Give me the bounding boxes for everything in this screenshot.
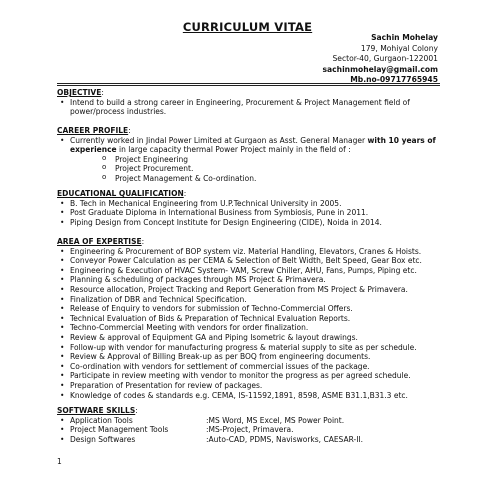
objective-heading-row: OBJECTIVE:	[57, 88, 104, 97]
education-item: • B. Tech in Mechanical Engineering from U.P.Technical University in 2005.	[57, 199, 442, 209]
expertise-item: • Technical Evaluation of Bids & Preparation of Technical Evaluation Reports.	[57, 314, 442, 324]
expertise-heading-row: AREA OF EXPERTISE:	[57, 237, 145, 246]
software-category: • Application Tools	[70, 415, 133, 425]
career-field-item: o Project Management & Co-ordination.	[57, 174, 442, 184]
contact-block	[323, 33, 438, 86]
page-number: 1	[57, 457, 62, 466]
expertise-section	[57, 237, 442, 400]
software-heading: SOFTWARE SKILLS	[57, 406, 136, 415]
contact-mobile: Mb.no-09717765945	[350, 75, 438, 85]
contact-address-line-1: 179, Mohiyal Colony	[360, 43, 438, 53]
objective-heading: OBJECTIVE	[57, 88, 102, 97]
career-field-item: o Project Engineering	[57, 155, 442, 165]
expertise-item: • Planning & scheduling of packages through MS Project & Primavera.	[57, 275, 442, 285]
career-summary-part-1: Currently worked in Jindal Power Limited at Gurgaon as Asst. General Manager	[70, 135, 368, 145]
contact-name: Sachin Mohelay	[371, 33, 438, 42]
software-tools: :MS Word, MS Excel, MS Power Point.	[206, 415, 345, 425]
education-item: • Piping Design from Concept Institute for Design Engineering (CIDE), Noida in 2014.	[57, 218, 442, 228]
document-title: CURRICULUM VITAE	[182, 20, 313, 34]
career-summary-part-2: in large capacity thermal Power Project mainly in the field of :	[116, 145, 351, 155]
career-heading-row: CAREER PROFILE:	[57, 126, 131, 135]
expertise-item: • Knowledge of codes & standards e.g. CEMA, IS-11592,1891, 8598, ASME B31.1,B31.3 etc.	[57, 391, 442, 401]
expertise-item: • Conveyor Power Calculation as per CEMA & Selection of Belt Width, Belt Speed, Gear Box etc.	[57, 256, 442, 266]
expertise-item: • Preparation of Presentation for review of packages.	[57, 381, 442, 391]
career-experience-highlight: with 10 years of experience	[70, 135, 436, 155]
software-heading-row: SOFTWARE SKILLS:	[57, 406, 138, 415]
contact-email: sachinmohelay@gmail.com	[322, 64, 438, 74]
software-item	[57, 425, 442, 435]
career-field-item: o Project Procurement.	[57, 164, 442, 174]
software-category: • Project Management Tools	[70, 425, 169, 435]
expertise-item: • Review & Approval of Billing Break-up as per BOQ from engineering documents.	[57, 352, 442, 362]
expertise-item: • Engineering & Execution of HVAC System- VAM, Screw Chiller, AHU, Fans, Pumps, Piping etc.	[57, 266, 442, 276]
education-heading: EDUCATIONAL QUALIFICATION	[57, 189, 184, 198]
expertise-item: • Co-ordination with vendors for settlement of commercial issues of the package.	[57, 362, 442, 372]
expertise-item: • Techno-Commercial Meeting with vendors for order finalization.	[57, 323, 442, 333]
career-summary	[57, 136, 442, 155]
software-section	[57, 406, 442, 444]
career-heading: CAREER PROFILE	[57, 126, 129, 135]
expertise-item: • Resource allocation, Project Tracking and Report Generation from MS Project & Primavera.	[57, 285, 442, 295]
career-section	[57, 126, 442, 184]
software-tools: :MS-Project, Primavera.	[206, 425, 294, 435]
expertise-item: • Release of Enquiry to vendors for submission of Techno-Commercial Offers.	[57, 304, 442, 314]
objective-section	[57, 88, 442, 117]
education-heading-row: EDUCATIONAL QUALIFICATION:	[57, 189, 187, 198]
objective-item: • Intend to build a strong career in Engineering, Procurement & Project Management field of power/process industries.	[57, 98, 442, 117]
expertise-item: • Finalization of DBR and Technical Specification.	[57, 295, 442, 305]
expertise-item: • Follow-up with vendor for manufacturing progress & material supply to site as per schedule.	[57, 343, 442, 353]
header-divider-bottom	[57, 85, 440, 86]
software-item	[57, 435, 442, 445]
header-divider-top	[57, 83, 440, 84]
education-section	[57, 189, 442, 227]
expertise-item: • Review & approval of Equipment GA and Piping Isometric & layout drawings.	[57, 333, 442, 343]
contact-address-line-2: Sector-40, Gurgaon-122001	[332, 54, 438, 64]
expertise-item: • Engineering & Procurement of BOP system viz. Material Handling, Elevators, Cranes & Hoists.	[57, 247, 442, 257]
education-item: • Post Graduate Diploma in International Business from Symbiosis, Pune in 2011.	[57, 208, 442, 218]
expertise-heading: AREA OF EXPERTISE	[57, 237, 142, 246]
software-item	[57, 416, 442, 426]
expertise-item: • Participate in review meeting with vendor to monitor the progress as per agreed schedule.	[57, 371, 442, 381]
software-tools: :Auto-CAD, PDMS, Navisworks, CAESAR-II.	[206, 434, 364, 444]
software-category: • Design Softwares	[70, 434, 136, 444]
